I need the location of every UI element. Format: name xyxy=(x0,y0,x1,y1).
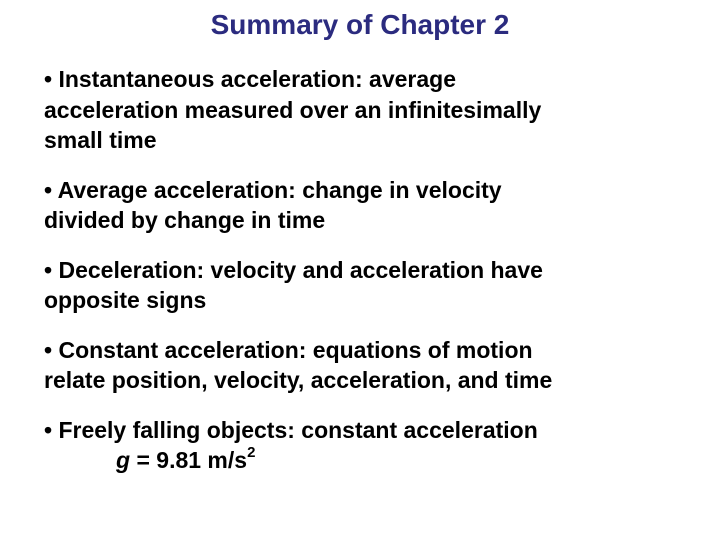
bullet-marker: • xyxy=(44,416,59,443)
slide-title: Summary of Chapter 2 xyxy=(210,9,510,40)
bullet-text: Average acceleration: change in velocity divided by change in time xyxy=(44,176,502,233)
bullet-instantaneous-acceleration xyxy=(44,64,704,156)
bullet-average-acceleration xyxy=(44,175,704,236)
bullet-marker: • xyxy=(44,176,58,203)
bullet-text: Freely falling objects: constant acceleration xyxy=(58,416,538,443)
formula-value: = 9.81 m/s xyxy=(130,447,248,473)
formula-variable: g xyxy=(116,447,131,473)
bullet-text: Constant acceleration: equations of motion relate position, velocity, acceleration, and time xyxy=(44,336,553,393)
bullet-marker: • xyxy=(44,66,59,92)
bullet-marker: • xyxy=(44,256,59,283)
bullet-list xyxy=(44,64,704,476)
formula-exponent: 2 xyxy=(247,444,256,462)
gravity-formula xyxy=(116,445,704,476)
bullet-constant-acceleration xyxy=(44,335,704,396)
bullet-deceleration xyxy=(44,255,704,316)
bullet-marker: • xyxy=(44,336,59,363)
bullet-text: Deceleration: velocity and acceleration have opposite signs xyxy=(44,256,543,313)
bullet-freely-falling-objects xyxy=(44,415,704,476)
bullet-text: Instantaneous acceleration: average acceleration measured over an infinitesimally small time xyxy=(44,66,542,153)
